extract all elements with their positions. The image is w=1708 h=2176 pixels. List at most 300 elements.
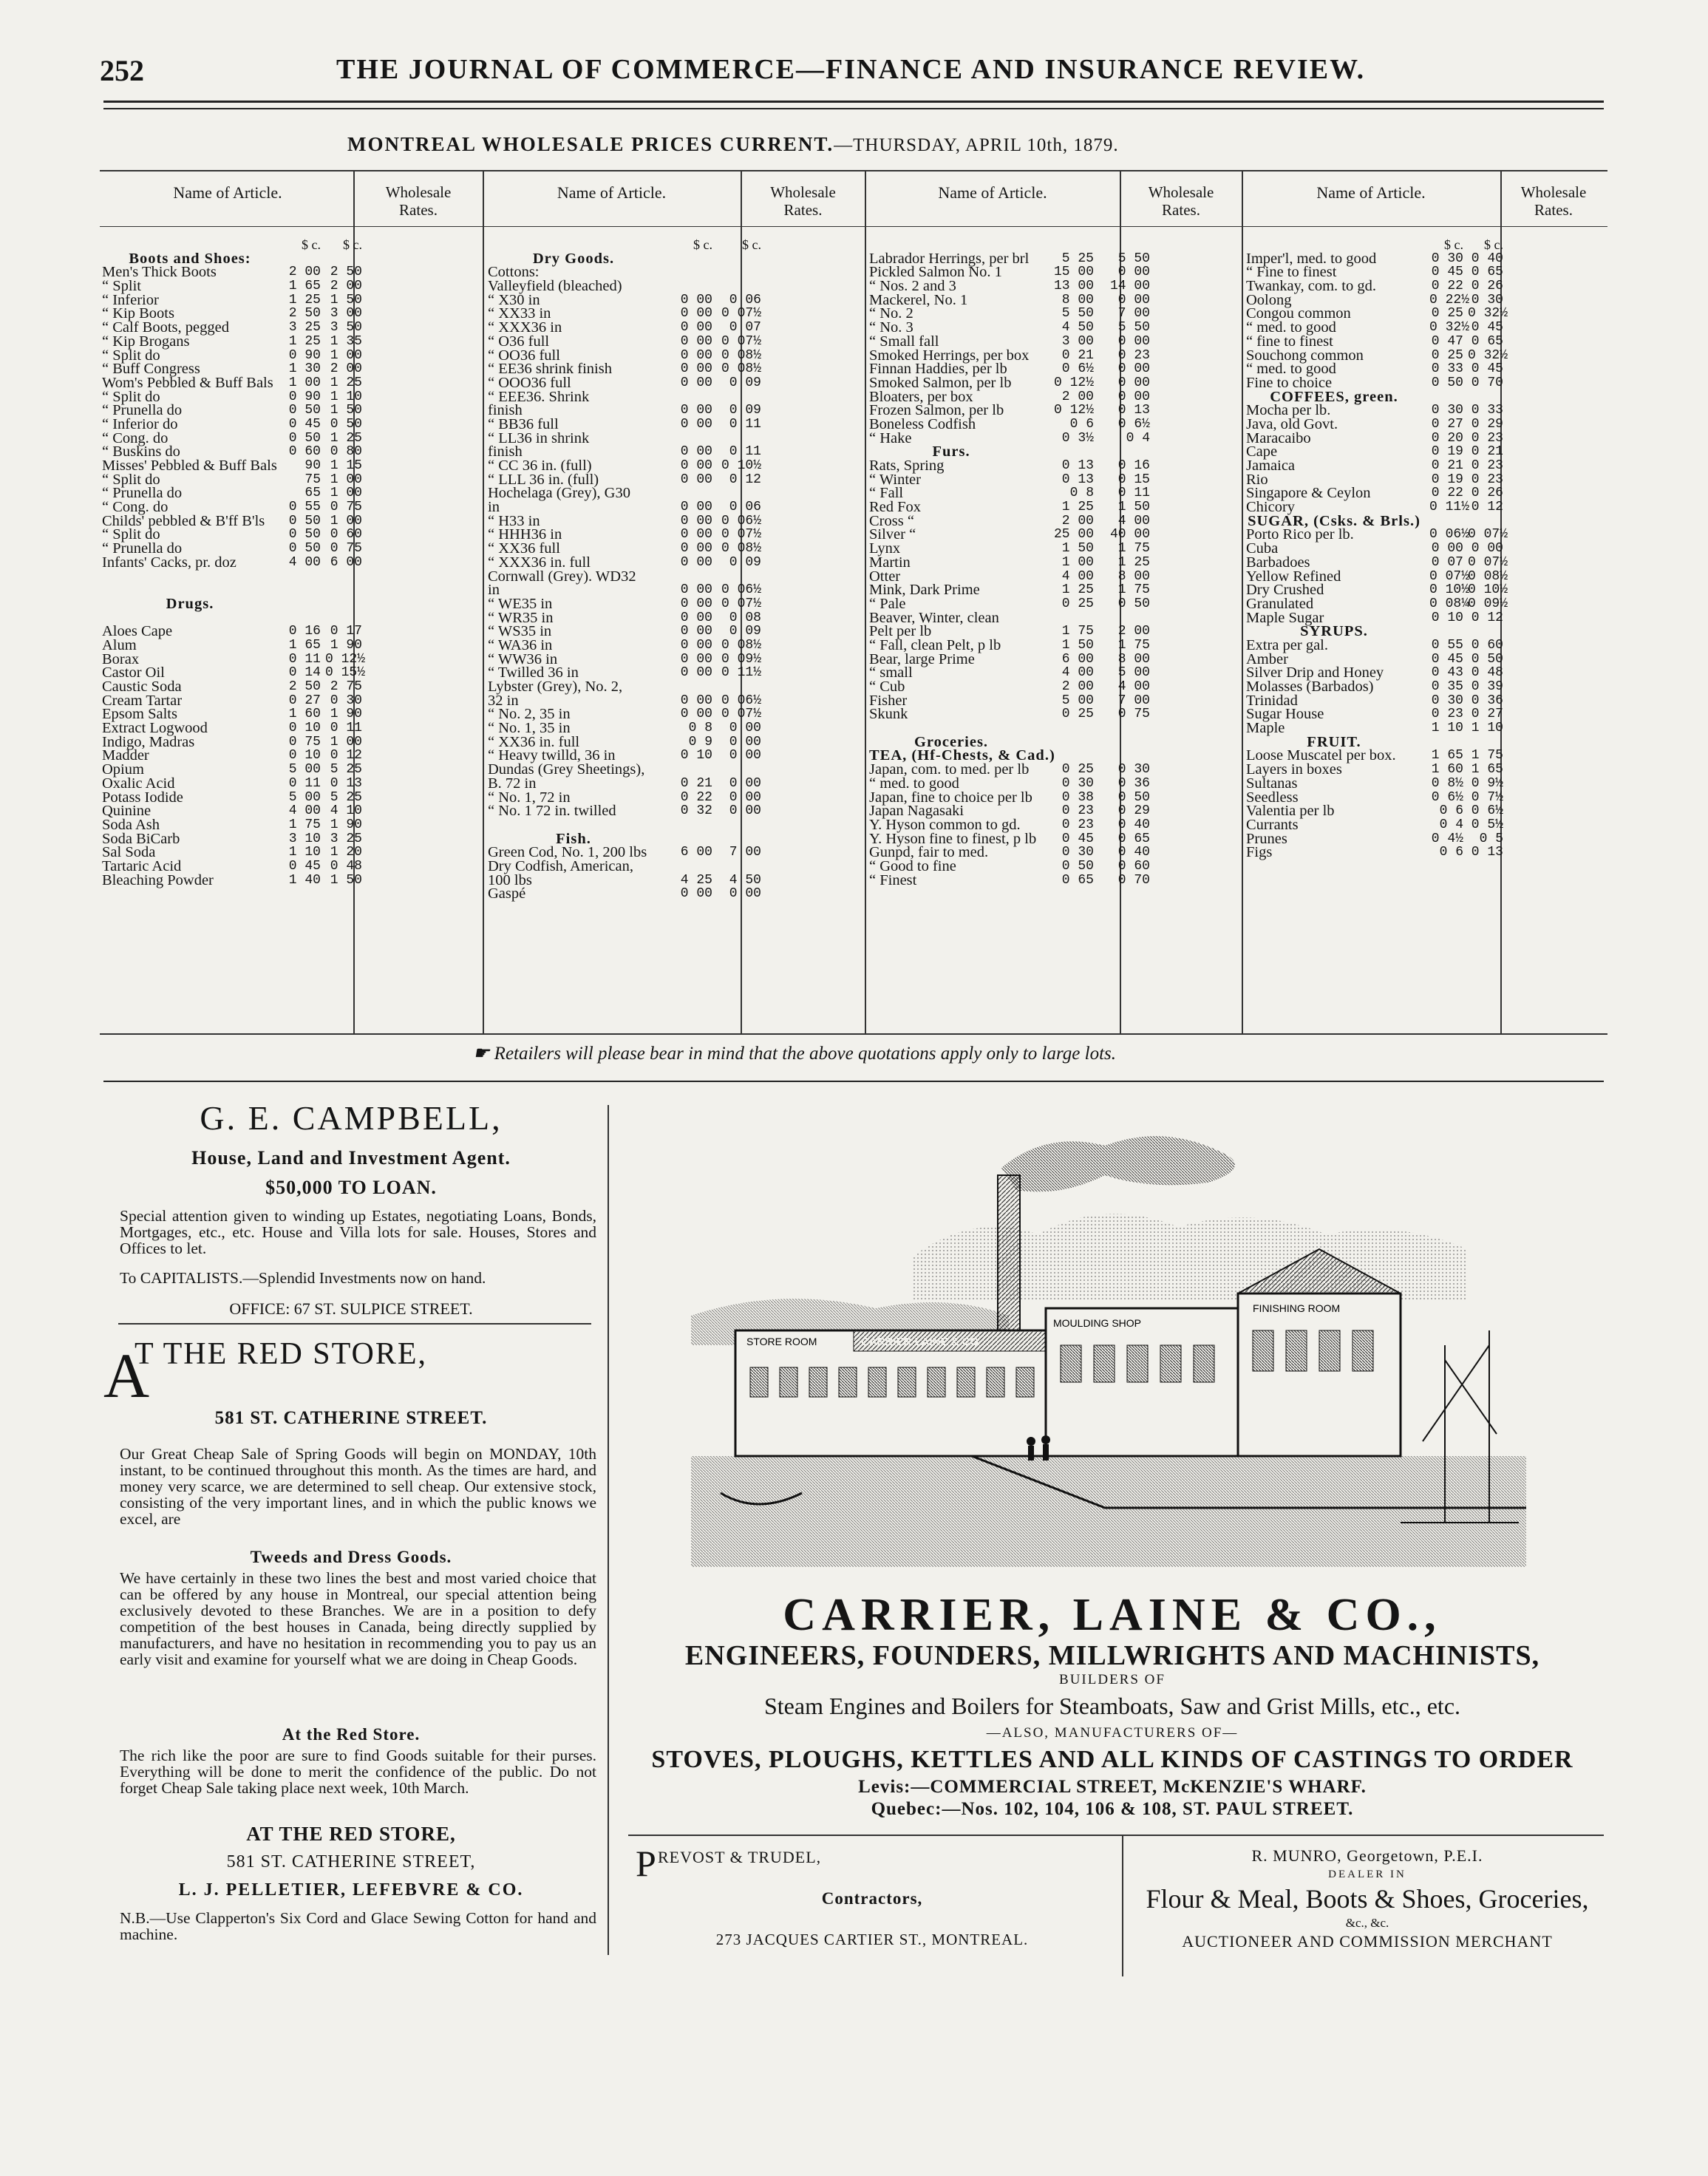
rate-high: 0 9½ [1471, 775, 1503, 791]
article-name: Amber [1246, 650, 1288, 667]
article-name: “ Nos. 2 and 3 [869, 278, 956, 295]
article-name: Soda Ash [102, 816, 160, 833]
rate-high: 0 36 [1117, 775, 1150, 791]
rate-low [667, 432, 712, 446]
rate-low: 0 00 [680, 637, 712, 653]
table-row [488, 763, 761, 777]
sign-store-room: STORE ROOM [746, 1336, 817, 1347]
table-row [1246, 321, 1503, 335]
article-name: “ Twilled 36 in [488, 664, 579, 681]
rate-high [1098, 238, 1150, 252]
rate-low: 0 10 [288, 748, 321, 764]
article-name: Mink, Dark Prime [869, 582, 980, 599]
rate-low: 1 60 [1431, 762, 1463, 778]
article-name: Seedless [1246, 789, 1299, 806]
rate-low: 0 10 [680, 748, 712, 764]
rate-low: 0 22½ [1429, 292, 1470, 307]
rate-low: 15 00 [1053, 265, 1094, 280]
rate-high: 0 50 [330, 416, 362, 432]
rate-low: 0 50 [288, 430, 321, 446]
col2-rate-header [742, 183, 864, 219]
article-name: Bear, large Prime [869, 650, 975, 667]
article-name: “ Fall [869, 485, 904, 502]
table-row [1246, 335, 1503, 349]
rate-high: 0 48 [1471, 665, 1503, 681]
rate-low: 0 00 [680, 707, 712, 722]
ground [691, 1456, 1526, 1567]
article-name: Otter [869, 568, 901, 585]
rate-low: 0 00 [680, 444, 712, 460]
article-name: Potass Iodide [102, 789, 183, 806]
rate-low: 0 00 [680, 472, 712, 487]
rate-high: 1 00 [330, 734, 362, 749]
rate-low: 0 13 [1061, 458, 1094, 473]
table-row [869, 818, 1150, 832]
article-name: “ Fine to finest [1246, 264, 1337, 281]
header-rule-top [103, 101, 1604, 103]
factory-illustration [691, 1123, 1526, 1567]
article-name: Valleyfield (bleached) [488, 278, 622, 295]
rate-high: 0 11 [330, 721, 362, 736]
article-name: “ Kip Boots [102, 305, 174, 322]
rate-high [717, 486, 761, 500]
rate-low: 0 6 [1069, 416, 1094, 432]
article-name: Wom's Pebbled & Buff Bals [102, 374, 273, 391]
rate-high: 5 00 [1117, 665, 1150, 681]
red-store-para1: Our Great Cheap Sale of Spring Goods will begin on MONDAY, 10th instant, to be continued throughout this month. As the times are hard, and money very scarce, we are determined to sell cheap. Our extensive stock, consisting of the very important lines, and in which the public knows we excel, are [120, 1445, 596, 1528]
rate-low: 0 21 [680, 775, 712, 791]
rate-low: 1 30 [288, 361, 321, 377]
red-store-subhead1: Tweeds and Dress Goods. [250, 1548, 452, 1566]
rate-high: 5 25 [330, 789, 362, 805]
rate-low: 4 00 [1061, 665, 1094, 681]
table-row [488, 721, 761, 735]
rate-low: 0 00 [680, 596, 712, 611]
article-name: “ XX36 in. full [488, 733, 580, 750]
rate-high: 1 10 [1471, 721, 1503, 736]
rate-high: 1 10 [330, 389, 362, 404]
table-row [869, 473, 1150, 487]
article-name: “ No. 1 72 in. twilled [488, 803, 616, 820]
rate-low: 0 11½ [1429, 500, 1470, 515]
rate-high: 1 00 [330, 513, 362, 528]
rate-low: 5 00 [288, 762, 321, 778]
rate-high [717, 252, 761, 266]
article-name: Dundas (Grey Sheetings), [488, 761, 645, 778]
rate-high: 0 70 [1471, 375, 1503, 390]
table-row [102, 777, 362, 791]
rate-low: 0 25 [1061, 707, 1094, 722]
article-name: Sal Soda [102, 844, 156, 861]
article-name: Tartaric Acid [102, 857, 182, 874]
rate-low: 1 10 [1431, 721, 1463, 736]
article-name: “ Winter [869, 471, 921, 488]
article-name: Beaver, Winter, clean [869, 609, 999, 626]
prevost-role: Contractors, [821, 1889, 923, 1908]
rate-low: 0 00 [680, 886, 712, 902]
table-row [869, 777, 1150, 791]
article-name: Extra per gal. [1246, 636, 1328, 653]
rate-high: 0 00 [1117, 333, 1150, 349]
rate-low: $ c. [1444, 237, 1463, 252]
rate-high: 1 90 [330, 707, 362, 722]
article-name: “ Cong. do [102, 429, 169, 446]
rate-high: 4 50 [729, 872, 761, 888]
rate-high: 0 07½ [721, 527, 761, 543]
article-name [488, 238, 659, 252]
article-name: Japan, fine to choice per lb [869, 789, 1032, 806]
red-store-footer2: 581 ST. CATHERINE STREET, [226, 1852, 476, 1871]
rate-low: 0 65 [1061, 872, 1094, 888]
article-name: “ No. 3 [869, 319, 913, 336]
table-row [869, 459, 1150, 473]
rate-low: 2 00 [288, 265, 321, 280]
rate-high: 14 00 [1109, 279, 1150, 294]
article-name: “ Prunella do [102, 485, 183, 502]
article-name: “ OOO36 full [488, 374, 571, 391]
article-name [869, 721, 1033, 735]
red-store-address: 581 ST. CATHERINE STREET. [214, 1408, 488, 1428]
article-name: Loose Muscatel per box. [1246, 747, 1396, 764]
ad-divider [1122, 1836, 1123, 1976]
table-row [869, 335, 1150, 349]
table-row [102, 857, 362, 874]
article-name: Green Cod, No. 1, 200 lbs [488, 844, 647, 861]
rate-low [1429, 625, 1463, 639]
table-row [869, 583, 1150, 597]
table-row [102, 542, 362, 556]
article-name: 32 in [488, 692, 519, 709]
prevost-address: 273 JACQUES CARTIER ST., MONTREAL. [715, 1931, 1029, 1948]
table-row [102, 818, 362, 832]
rate-high: 1 50 [330, 872, 362, 888]
table-row [102, 721, 362, 735]
article-name: Indigo, Madras [102, 733, 195, 750]
sign-moulding-shop: MOULDING SHOP [1053, 1317, 1142, 1329]
rate-high [717, 860, 761, 874]
rate-high: 0 36 [1471, 693, 1503, 708]
table-row [1246, 500, 1503, 514]
rate-high: 0 16 [1117, 458, 1150, 473]
rate-low: 0 14 [288, 665, 321, 681]
rate-header-line2: Rates. [1162, 201, 1200, 219]
rate-low: 0 00 [680, 610, 712, 625]
rate-high: 0 13 [1471, 845, 1503, 860]
table-bottom-rule [100, 1033, 1607, 1035]
rate-low: 6 00 [1061, 651, 1094, 667]
article-name: Borax [102, 650, 140, 667]
rate-high: 0 08½ [721, 347, 761, 363]
table-row [488, 459, 761, 473]
rate-high: 0 23 [1471, 430, 1503, 446]
rate-high: 0 06½ [721, 582, 761, 598]
rate-high: 0 00 [1117, 292, 1150, 307]
rate-low: 0 45 [1431, 265, 1463, 280]
table-row [102, 238, 362, 252]
rate-high: 1 00 [330, 347, 362, 363]
rate-high: 1 25 [1117, 554, 1150, 570]
rate-high: 0 12 [1471, 610, 1503, 625]
rate-low: 5 00 [1061, 693, 1094, 708]
rate-low: 0 6½ [1061, 361, 1094, 377]
table-row [488, 238, 761, 252]
campbell-office: OFFICE: 67 ST. SULPICE STREET. [229, 1299, 473, 1318]
rate-low: 90 [304, 458, 321, 473]
rate-high [1468, 514, 1503, 528]
rate-high: 7 00 [729, 845, 761, 860]
rate-low [667, 832, 712, 846]
rate-low: 0 50 [288, 513, 321, 528]
table-row [488, 804, 761, 818]
rate-high: 0 65 [1471, 333, 1503, 349]
article-name: Oxalic Acid [102, 775, 175, 792]
table-row [488, 486, 761, 500]
rate-high: 0 07½ [1468, 554, 1508, 570]
rate-high [717, 832, 761, 846]
article-name: “ Pale [869, 595, 906, 612]
table-row [1246, 238, 1503, 252]
table-row [869, 321, 1150, 335]
table-date: —THURSDAY, APRIL 10th, 1879. [834, 135, 1119, 155]
retailers-note [473, 1042, 1116, 1064]
rate-low: 3 25 [288, 320, 321, 336]
rate-high: 2 00 [330, 279, 362, 294]
article-name: Caustic Soda [102, 679, 182, 695]
article-name: in [488, 499, 500, 516]
article-name: “ WA36 in [488, 636, 553, 653]
rate-high: 0 10½ [721, 458, 761, 473]
table-row [102, 556, 362, 570]
table-row [102, 459, 362, 473]
rate-low: 0 25 [1061, 596, 1094, 611]
rate-header-line2: Rates. [1534, 201, 1573, 219]
rate-low: 0 8 [1069, 486, 1094, 501]
article-name: SYRUPS. [1300, 623, 1368, 640]
table-row [1246, 832, 1503, 846]
rate-high: 0 30 [330, 693, 362, 708]
article-name: “ XX33 in [488, 305, 551, 322]
rate-low: 0 25 [1431, 306, 1463, 322]
article-name: Jamaica [1246, 458, 1296, 474]
rate-high: 0 00 [729, 803, 761, 819]
table-row [488, 279, 761, 293]
rate-high: 7 00 [1117, 306, 1150, 322]
red-store-para3: The rich like the poor are sure to find Goods suitable for their purses. Everything will be done to merit the confidence of the public. Do not forget Cheap Sale taking place next week, 10th March. [120, 1747, 596, 1797]
rate-high: 8 00 [1117, 651, 1150, 667]
rate-header-line1: Wholesale [1148, 183, 1214, 201]
rate-high: 1 15 [330, 458, 362, 473]
rate-low: 0 00 [680, 651, 712, 667]
section-rule [103, 1081, 1604, 1082]
article-name: Cuba [1246, 540, 1279, 557]
rate-high: 0 50 [1117, 596, 1150, 611]
rate-high: $ c. [742, 237, 761, 252]
article-name: “ H33 in [488, 512, 540, 529]
table-row [1246, 818, 1503, 832]
rate-low [1041, 611, 1094, 625]
article-name: Cape [1246, 443, 1278, 460]
rate-low: 0 00 [680, 306, 712, 322]
rate-low: 0 45 [288, 858, 321, 874]
table-row [869, 376, 1150, 390]
rate-low: 0 45 [288, 416, 321, 432]
munro-role: AUCTIONEER AND COMMISSION MERCHANT [1182, 1932, 1553, 1951]
table-row [869, 763, 1150, 777]
table-row [102, 321, 362, 335]
table-row [869, 556, 1150, 570]
article-name: Oolong [1246, 291, 1292, 308]
rate-high: 0 80 [330, 444, 362, 460]
article-name: “ X30 in [488, 291, 540, 308]
munro-etc: &c., &c. [1345, 1916, 1389, 1930]
rate-high: 0 50 [1471, 651, 1503, 667]
table-row [869, 415, 1150, 432]
article-name: “ Prunella do [102, 402, 183, 419]
rate-high: 1 25 [330, 375, 362, 390]
rate-high: 0 07½ [721, 333, 761, 349]
page-number: 252 [100, 54, 144, 87]
table-row [869, 694, 1150, 708]
rate-high: 0 60 [1117, 858, 1150, 874]
running-title: THE JOURNAL OF COMMERCE—FINANCE AND INSURANCE REVIEW. [336, 54, 1366, 85]
article-name: Skunk [869, 706, 908, 723]
article-name: “ WE35 in [488, 595, 553, 612]
rate-high: 0 08 [729, 610, 761, 625]
rate-low: 1 00 [288, 375, 321, 390]
rate-high: 0 00 [1471, 541, 1503, 557]
rate-high: 0 7½ [1471, 789, 1503, 805]
rate-low: 0 25 [1061, 762, 1094, 778]
rate-low: 0 10½ [1429, 582, 1470, 598]
col-divider [865, 171, 866, 1033]
col4-rate-header [1502, 183, 1605, 219]
rate-high: 0 6½ [1471, 803, 1503, 819]
rate-low: 0 32 [680, 803, 712, 819]
table-row [1246, 777, 1503, 791]
article-name: Men's Thick Boots [102, 264, 217, 281]
table-row [488, 636, 761, 653]
rate-low [285, 611, 321, 625]
campbell-role: House, Land and Investment Agent. [191, 1147, 511, 1169]
article-name: Molasses (Barbados) [1246, 679, 1374, 695]
article-name: Dry Codfish, American, [488, 857, 633, 874]
rate-low: 0 00 [680, 361, 712, 377]
rate-high: 0 12 [330, 748, 362, 764]
rate-low: 0 12½ [1053, 403, 1094, 418]
article-name: finish [488, 443, 523, 460]
sign-company: CARRIER LAINE & CO [861, 1336, 979, 1348]
table-row [102, 871, 362, 888]
carrier-trades: ENGINEERS, FOUNDERS, MILLWRIGHTS AND MACHINISTS, [684, 1640, 1540, 1671]
table-row [488, 570, 761, 584]
header-rule-bottom [103, 108, 1604, 109]
rate-low: 0 00 [680, 416, 712, 432]
rate-high: 1 75 [1471, 748, 1503, 764]
price-column-1 [102, 237, 366, 888]
rate-low: 75 [304, 472, 321, 487]
rate-low: 0 4 [1439, 817, 1463, 832]
rate-low: 0 21 [1061, 347, 1094, 363]
article-name: 100 lbs [488, 871, 532, 888]
article-name: Silver “ [869, 526, 916, 543]
rate-low: 0 07½ [1429, 568, 1470, 584]
article-name: Opium [102, 761, 144, 778]
article-name: “ No. 2 [869, 305, 913, 322]
rate-high: 0 08½ [721, 541, 761, 557]
article-name: “ Split do [102, 526, 160, 543]
rate-low: 1 10 [288, 845, 321, 860]
rate-low: 0 30 [1061, 775, 1094, 791]
rate-high: 0 09 [729, 624, 761, 639]
article-name: “ Split do [102, 471, 160, 488]
article-name: Figs [1246, 844, 1273, 861]
rate-low: 0 47 [1431, 333, 1463, 349]
rate-high: 0 65 [1117, 831, 1150, 846]
table-row [488, 415, 761, 432]
article-name: “ WS35 in [488, 623, 552, 640]
article-name: Dry Crushed [1246, 582, 1324, 599]
rate-high [1098, 611, 1150, 625]
rate-high: 1 90 [330, 637, 362, 653]
article-name: “ med. to good [1246, 361, 1336, 378]
rate-low: 0 00 [680, 693, 712, 708]
rate-low [1041, 721, 1094, 735]
munro-name: R. MUNRO, Georgetown, P.E.I. [1251, 1846, 1483, 1865]
rate-high: 8 00 [1117, 568, 1150, 584]
article-name: Valentia per lb [1246, 803, 1335, 820]
rate-high [1468, 735, 1503, 749]
rate-high: 0 00 [1117, 389, 1150, 404]
article-name: Japan, com. to med. per lb [869, 761, 1030, 778]
rate-high [1468, 625, 1503, 639]
rate-high: $ c. [1484, 237, 1503, 252]
carrier-name: CARRIER, LAINE & CO., [783, 1590, 1442, 1640]
figure [1043, 1444, 1049, 1461]
rate-low: 0 00 [680, 292, 712, 307]
article-name: Pelt per lb [869, 623, 932, 640]
rate-high [1468, 390, 1503, 404]
article-name: Finnan Haddies, per lb [869, 361, 1007, 378]
article-name: Maple Sugar [1246, 609, 1324, 626]
rate-high [717, 390, 761, 404]
rate-low: 0 50 [1431, 375, 1463, 390]
rate-high: 1 00 [330, 486, 362, 501]
table-row [102, 636, 362, 653]
rate-low: 0 6½ [1431, 789, 1463, 805]
munro-dealer: DEALER IN [1328, 1869, 1406, 1880]
rate-high: 0 75 [330, 541, 362, 557]
rate-low: 4 25 [680, 872, 712, 888]
article-name: SUGAR, (Csks. & Brls.) [1248, 512, 1421, 529]
table-row [1246, 763, 1503, 777]
rate-low: 0 10 [1431, 610, 1463, 625]
rate-high: 0 17 [330, 624, 362, 639]
table-row [488, 335, 761, 349]
rate-low [1429, 735, 1463, 749]
table-row [1246, 611, 1503, 625]
table-row [869, 636, 1150, 653]
article-name: “ small [869, 664, 913, 681]
table-row [1246, 279, 1503, 293]
article-name: “ EEE36. Shrink [488, 388, 590, 405]
rate-low: 0 60 [288, 444, 321, 460]
rate-low [1429, 514, 1463, 528]
article-name: “ Kip Brogans [102, 333, 190, 350]
table-row [1246, 721, 1503, 735]
red-store-nb: N.B.—Use Clapperton's Six Cord and Glace Sewing Cotton for hand and machine. [120, 1909, 596, 1943]
article-name: Twankay, com. to gd. [1246, 278, 1377, 295]
table-row [869, 707, 1150, 721]
